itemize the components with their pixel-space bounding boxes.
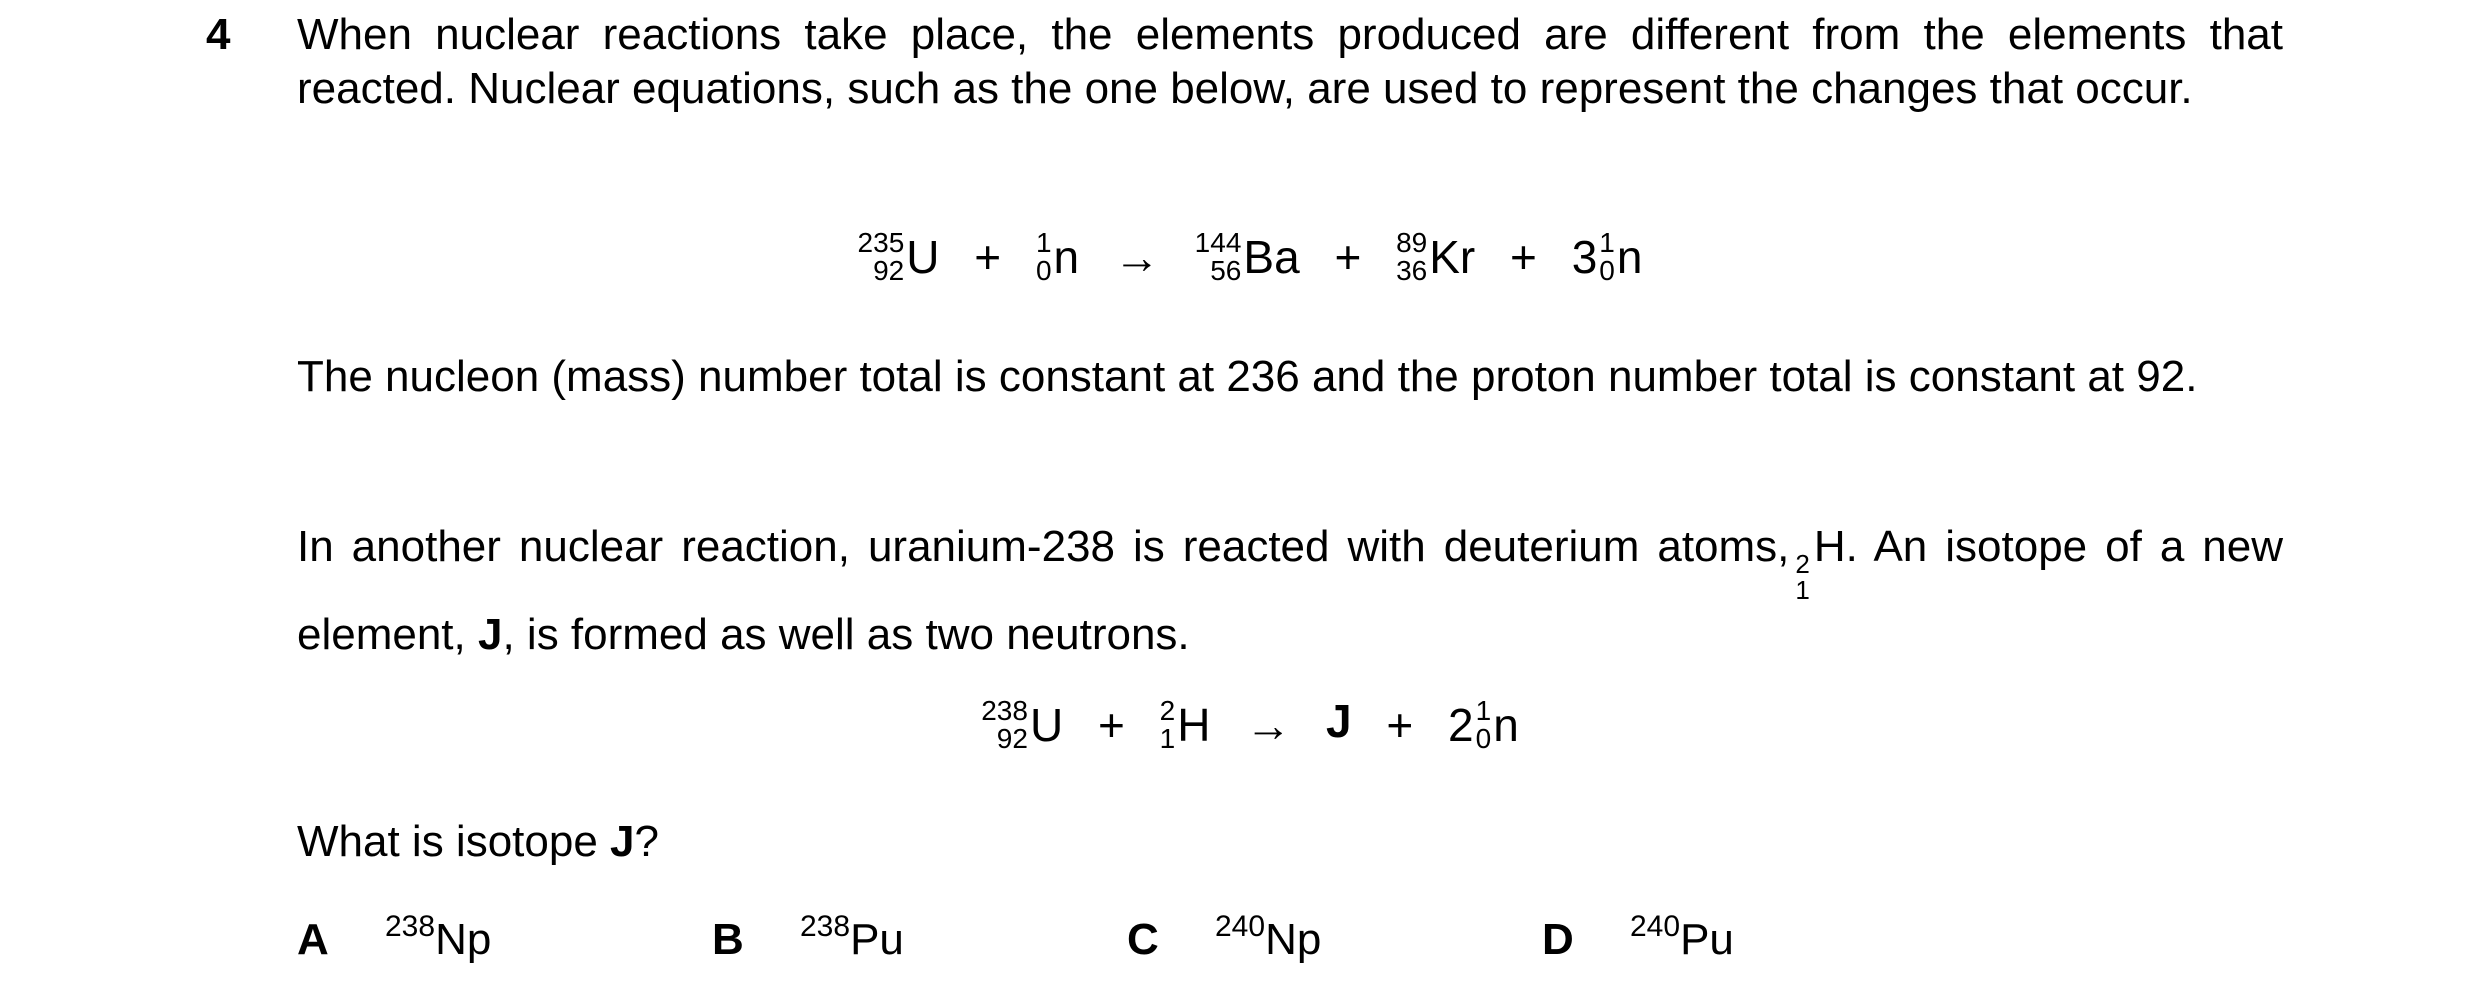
option-letter: C	[1127, 915, 1159, 964]
nuclide-mass-number: 1	[1035, 226, 1052, 258]
option-symbol: Pu	[1680, 915, 1734, 964]
constant-statement: The nucleon (mass) number total is constant at 236 and the proton number total is constant at 92.	[297, 352, 2198, 401]
coefficient: 2	[1448, 698, 1474, 751]
deuterium-term	[1159, 694, 1211, 754]
neutron-term	[1035, 226, 1080, 286]
nuclide-atomic-number: 1	[1795, 575, 1810, 605]
reaction-arrow: →	[1245, 698, 1292, 751]
nuclide-atomic-number: 0	[1599, 254, 1615, 286]
element-symbol: n	[1053, 230, 1080, 283]
element-symbol: U	[1029, 698, 1064, 751]
plus-sign: +	[1386, 698, 1414, 751]
nuclide-mass-number: 2	[1795, 549, 1810, 579]
plus-sign: +	[1334, 230, 1362, 283]
option-symbol: Np	[1265, 915, 1322, 964]
element-symbol: H	[1813, 522, 1846, 571]
reaction-text-part: . An isotope of a new element,	[297, 522, 2283, 659]
question-prompt	[297, 815, 659, 869]
barium-144-term	[1194, 226, 1300, 286]
element-symbol: n	[1493, 698, 1519, 751]
fission-equation	[10, 226, 2480, 285]
option-mass-number: 238	[385, 910, 436, 943]
element-symbol: Kr	[1429, 230, 1476, 283]
answer-options	[0, 910, 2480, 970]
nuclide-mass-number: 1	[1599, 226, 1615, 258]
element-symbol: n	[1616, 230, 1643, 283]
option-c[interactable]	[1127, 910, 1321, 970]
prompt-end: ?	[634, 817, 659, 866]
nuclide-mass-number: 238	[981, 694, 1028, 726]
nuclide-atomic-number: 1	[1159, 722, 1176, 754]
deuterium-nuclide	[1795, 551, 1809, 603]
plus-sign: +	[974, 230, 1002, 283]
nuclide-atomic-number: 92	[873, 254, 905, 286]
nuclide-mass-number: 1	[1475, 694, 1492, 726]
krypton-89-term	[1396, 226, 1476, 286]
option-a[interactable]	[297, 910, 491, 970]
plus-sign: +	[1510, 230, 1537, 283]
nuclide-mass-number: 2	[1159, 694, 1176, 726]
nuclide-atomic-number: 56	[1210, 254, 1242, 286]
option-symbol: Np	[435, 915, 492, 964]
element-symbol: H	[1177, 698, 1211, 751]
option-letter: B	[712, 915, 744, 964]
reaction-text-part: , is formed as well as two neutrons.	[502, 610, 1190, 659]
element-symbol: Ba	[1243, 230, 1300, 283]
reaction-arrow: →	[1113, 230, 1160, 283]
element-j-label: J	[477, 610, 503, 659]
element-symbol: U	[906, 230, 940, 283]
nuclide-atomic-number: 36	[1396, 254, 1428, 286]
nuclide-atomic-number: 92	[996, 722, 1028, 754]
coefficient: 3	[1571, 230, 1598, 283]
prompt-j: J	[610, 817, 635, 866]
reaction-text-part: In another nuclear reaction, uranium-238 is reacted with deuterium atoms,	[297, 522, 1790, 571]
nuclide-mass-number: 144	[1194, 226, 1242, 258]
two-neutrons-term	[1448, 694, 1519, 754]
three-neutrons-term	[1571, 226, 1643, 286]
option-letter: A	[297, 915, 329, 964]
nuclide-atomic-number: 0	[1475, 722, 1492, 754]
prompt-text: What is isotope	[297, 817, 611, 866]
option-d[interactable]	[1542, 910, 1734, 970]
question-number: 4	[206, 10, 231, 59]
option-b[interactable]	[712, 910, 904, 970]
uranium-deuterium-equation	[10, 694, 2480, 753]
uranium-238-term	[981, 694, 1064, 754]
another-reaction-text	[297, 515, 2283, 667]
nuclide-atomic-number: 0	[1035, 254, 1052, 286]
uranium-235-term	[857, 226, 940, 286]
nuclide-mass-number: 89	[1396, 226, 1428, 258]
option-letter: D	[1542, 915, 1574, 964]
question-intro: When nuclear reactions take place, the elements produced are different from the elements that reacted. Nuclear equations, such as the one below, are used to represent the changes that occur.	[297, 10, 2283, 113]
option-mass-number: 238	[800, 910, 851, 943]
option-mass-number: 240	[1215, 910, 1266, 943]
option-mass-number: 240	[1630, 910, 1681, 943]
option-symbol: Pu	[850, 915, 904, 964]
product-j: J	[1325, 695, 1352, 747]
plus-sign: +	[1097, 698, 1125, 751]
nuclide-mass-number: 235	[857, 226, 905, 258]
